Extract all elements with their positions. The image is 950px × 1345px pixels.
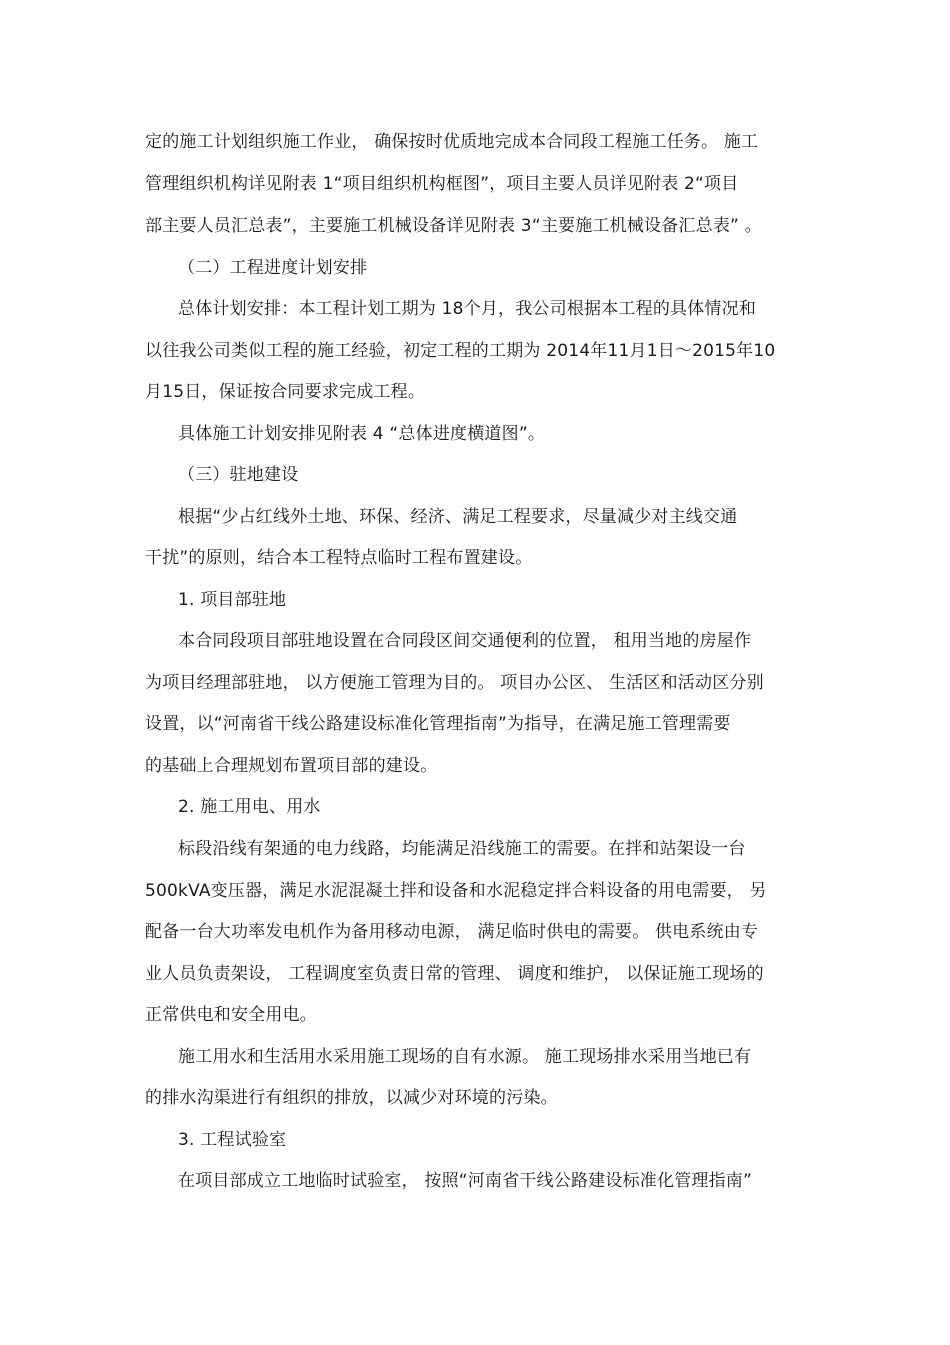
section-heading: （二）工程进度计划安排 xyxy=(178,258,368,278)
text-line: 干扰”的原则，结合本工程特点临时工程布置建设。 xyxy=(145,548,533,568)
text-line: 为项目经理部驻地， 以方便施工管理为目的。 项目办公区、 生活区和活动区分别 xyxy=(145,673,764,693)
section-heading: （三）驻地建设 xyxy=(178,465,299,485)
text-line: 正常供电和安全用电。 xyxy=(145,1005,317,1025)
text-line: 施工用水和生活用水采用施工现场的自有水源。 施工现场排水采用当地已有 xyxy=(178,1047,752,1067)
text-line: 定的施工计划组织施工作业， 确保按时优质地完成本合同段工程施工任务。 施工 xyxy=(145,132,759,152)
subsection-heading: 2. 施工用电、用水 xyxy=(178,797,321,817)
text-line: 500kVA变压器，满足水泥混凝土拌和设备和水泥稳定拌合料设备的用电需要， 另 xyxy=(145,881,767,901)
text-line: 具体施工计划安排见附表 4 “总体进度横道图”。 xyxy=(178,424,546,444)
text-line: 业人员负责架设， 工程调度室负责日常的管理、 调度和维护， 以保证施工现场的 xyxy=(145,964,764,984)
text-line: 的排水沟渠进行有组织的排放，以减少对环境的污染。 xyxy=(145,1088,558,1108)
text-line: 部主要人员汇总表”，主要施工机械设备详见附表 3“主要施工机械设备汇总表” 。 xyxy=(145,216,762,236)
text-line: 标段沿线有架通的电力线路，均能满足沿线施工的需要。在拌和站架设一台 xyxy=(178,839,746,859)
text-line: 的基础上合理规划布置项目部的建设。 xyxy=(145,756,438,776)
text-line: 配备一台大功率发电机作为备用移动电源， 满足临时供电的需要。 供电系统由专 xyxy=(145,922,759,942)
text-line: 管理组织机构详见附表 1“项目组织机构框图”，项目主要人员详见附表 2“项目 xyxy=(145,174,739,194)
text-line: 总体计划安排：本工程计划工期为 18个月，我公司根据本工程的具体情况和 xyxy=(178,299,757,319)
text-line: 月15日，保证按合同要求完成工程。 xyxy=(145,382,426,402)
text-line: 设置，以“河南省干线公路建设标准化管理指南”为指导，在满足施工管理需要 xyxy=(145,714,731,734)
subsection-heading: 1. 项目部驻地 xyxy=(178,590,287,610)
subsection-heading: 3. 工程试验室 xyxy=(178,1130,287,1150)
text-line: 本合同段项目部驻地设置在合同段区间交通便利的位置， 租用当地的房屋作 xyxy=(178,631,752,651)
text-line: 以往我公司类似工程的施工经验，初定工程的工期为 2014年11月1日～2015年10 xyxy=(145,341,776,361)
text-line: 在项目部成立工地临时试验室， 按照“河南省干线公路建设标准化管理指南” xyxy=(178,1171,753,1191)
text-line: 根据“少占红线外土地、环保、经济、满足工程要求，尽量减少对主线交通 xyxy=(178,507,738,527)
